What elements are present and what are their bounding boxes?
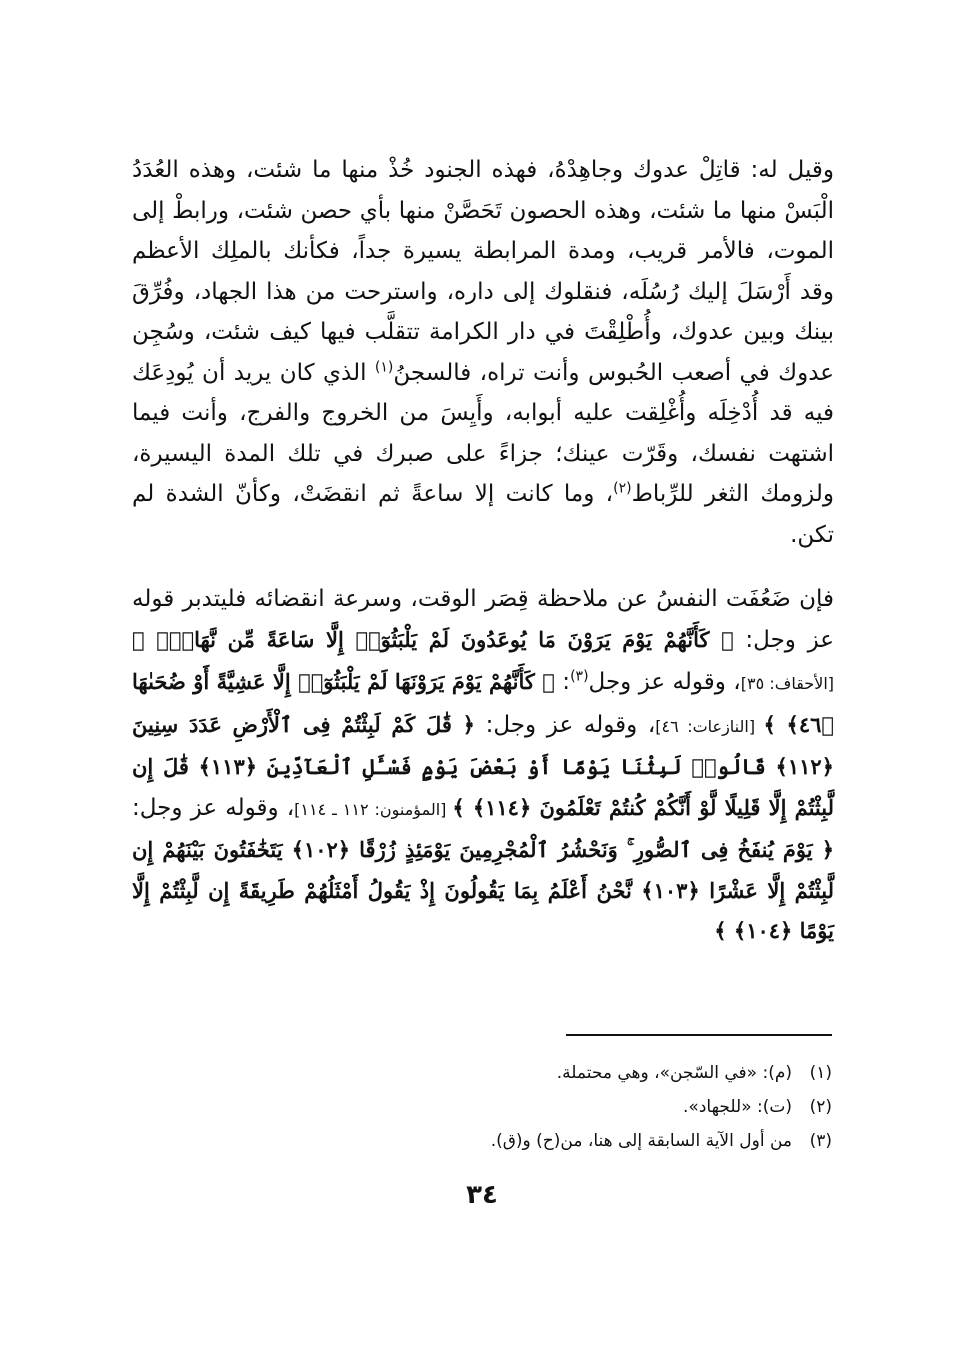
text-run: وقيل له: قاتِلْ عدوك وجاهِدْهُ، فهذه الجنود خُذْ منها ما شئت، وهذه العُدَدُ الْبَسْ منها ما شئت، وهذه الحصون تَحَصَّنْ منها بأي حصن شئت، ورابطْ إلى الموت، فالأمر قريب، ومدة المرابطة يسيرة جداً، فكأنك بالملِك الأعظم وقد أَرْسَلَ إليك رُسُلَه، فنقلوك إلى داره، واسترحت من هذا الجهاد، وفُرِّقَ بينك وبين عدوك، وأُطْلِقْتَ في دار الكرامة تتقلَّب فيها كيف شئت، وسُجِن عدوك في أصعب الحُبوس وأنت تراه، فالسجنُ	[132, 157, 834, 386]
page-number: ٣٤	[466, 1180, 498, 1210]
footnote-text: (ت): «للجهاد».	[683, 1097, 792, 1117]
text-run: ، وقوله عز وجل:	[474, 711, 656, 738]
footnote-number: (١)	[809, 1063, 832, 1083]
footnote-number: (٣)	[809, 1131, 832, 1151]
quran-verse-4: ﴿ يَوْمَ يُنفَخُ فِى ٱلصُّورِ ۚ وَنَحْشُرُ ٱلْمُجْرِمِينَ يَوْمَئِذٍ زُرْقًا ﴿١٠٢﴾ يَتَخَٰفَتُونَ بَيْنَهُمْ إِن لَّبِثْتُمْ إِلَّا عَشْرًا ﴿١٠٣﴾ نَّحْنُ أَعْلَمُ بِمَا يَقُولُونَ إِذْ يَقُولُ أَمْثَلُهُمْ طَرِيقَةً إِن لَّبِثْتُمْ إِلَّا يَوْمًا ﴿١٠٤﴾ ﴾	[132, 837, 835, 943]
footnote-1	[130, 1056, 832, 1090]
text-run: ، وقوله عز وجل	[588, 669, 741, 695]
paragraph-1	[132, 150, 834, 555]
page-body	[132, 150, 834, 952]
text-run: ، وقوله عز وجل:	[132, 794, 295, 821]
footnote-ref-1[interactable]: (١)	[374, 358, 394, 375]
footnotes	[130, 1056, 832, 1158]
text-run: فإن ضَعُفَت النفسُ عن ملاحظة قِصَر الوقت، وسرعة انقضائه فليتدبر قوله عز وجل:	[132, 586, 834, 653]
footnote-ref-3[interactable]: (٣)	[570, 668, 589, 685]
text-run: :	[554, 669, 571, 695]
paragraph-2	[132, 579, 834, 952]
text-run: ، وما كانت إلا ساعةً ثم انقضَتْ، وكأنّ الشدة لم تكن.	[132, 481, 834, 548]
footnote-number: (٢)	[809, 1097, 832, 1117]
quran-verse-1: ﴿ كَأَنَّهُمْ يَوْمَ يَرَوْنَ مَا يُوعَدُونَ لَمْ يَلْبَثُوٓا۟ إِلَّا سَاعَةً مِّن نَّهَارٍۭ ﴾	[132, 626, 734, 652]
footnote-ref-2[interactable]: (٢)	[613, 480, 632, 497]
footnote-text: من أول الآية السابقة إلى هنا، من(ح) و(ق).	[490, 1131, 792, 1151]
verse-reference-3: [المؤمنون: ١١٢ ـ ١١٤]	[294, 799, 453, 819]
quran-verse-2: ﴿ كَأَنَّهُمْ يَوْمَ يَرَوْنَهَا لَمْ يَلْبَثُوٓا۟ إِلَّا عَشِيَّةً أَوْ ضُحَىٰهَا ﴿٤٦﴾ ﴾	[132, 669, 834, 737]
footnote-divider	[566, 1034, 832, 1036]
verse-reference-1: [الأحقاف: ٣٥]	[740, 674, 835, 693]
quran-verse-3: ﴿ قَٰلَ كَمْ لَبِثْتُمْ فِى ٱلْأَرْضِ عَدَدَ سِنِينَ ﴿١١٢﴾ قَالُوا۟ لَبِثْنَا يَوْمًا أَوْ بَعْضَ يَوْمٍ فَسْـَٔلِ ٱلْعَآدِّينَ ﴿١١٣﴾ قَٰلَ إِن لَّبِثْتُمْ إِلَّا قَلِيلًا لَّوْ أَنَّكُمْ كُنتُمْ تَعْلَمُونَ ﴿١١٤﴾ ﴾	[132, 711, 834, 820]
footnote-2	[130, 1090, 832, 1124]
footnote-3	[130, 1124, 832, 1158]
text-run: الذي كان يريد أن يُودِعَك فيه قد أُدْخِلَه وأُغْلِقت عليه أبوابه، وأَيِسَ من الخروج والفرج، وأنت فيما اشتهت نفسك، وقَرّت عينك؛ جزاءً على صبرك في تلك المدة اليسيرة، ولزومك الثغر للرِّباط	[132, 359, 834, 507]
verse-reference-2: [النازعات: ٤٦]	[655, 716, 764, 736]
footnote-text: (م): «في السّجن»، وهي محتملة.	[556, 1063, 792, 1083]
